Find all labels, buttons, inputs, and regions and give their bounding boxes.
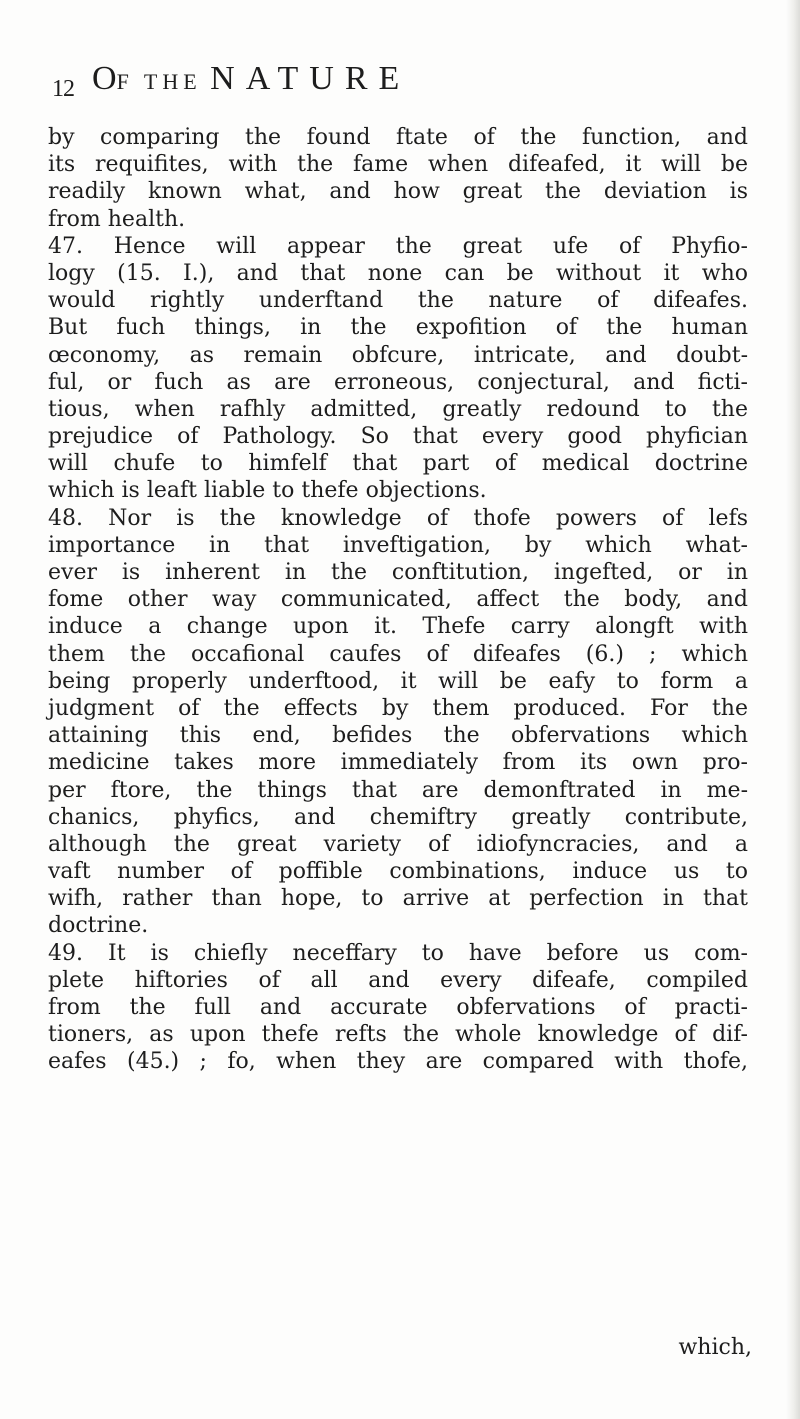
text-line: 48. Nor is the knowledge of thofe powers of lefs <box>48 505 748 531</box>
text-line: fome other way communicated, affect the body, and <box>48 587 748 613</box>
text-line: them the occafional caufes of difeafes (6.) ; which <box>48 641 748 667</box>
text-line: judgment of the effects by them produced. For the <box>48 695 748 721</box>
text-line: logy (15. I.), and that none can be without it who <box>48 260 748 286</box>
text-line: plete hiftories of all and every difeafe, compiled <box>48 967 748 993</box>
body-text <box>48 124 748 1076</box>
text-line: will chufe to himfelf that part of medical doctrine <box>48 451 748 477</box>
text-line: by comparing the found ftate of the function, and <box>48 125 748 150</box>
text-line: importance in that inveftigation, by which what- <box>48 532 748 558</box>
text-line: œconomy, as remain obfcure, intricate, and doubt- <box>48 342 748 368</box>
running-head-title: NATURE <box>210 60 411 97</box>
page-edge-shadow <box>786 0 800 1419</box>
text-line: from health. <box>48 206 186 232</box>
page-number: 12 <box>52 76 74 102</box>
text-line: 47. Hence will appear the great ufe of Phyfio- <box>48 233 748 259</box>
text-line: But fuch things, in the expofition of the human <box>48 315 748 341</box>
text-line: being properly underftood, it will be eafy to form a <box>48 668 748 694</box>
text-line: 49. It is chiefly neceffary to have before us com- <box>48 940 748 966</box>
text-line: per ftore, the things that are demonftrated in me- <box>48 777 748 803</box>
text-line: which is leaft liable to thefe objections. <box>48 478 487 504</box>
text-line: tious, when rafhly admitted, greatly redound to the <box>48 396 748 422</box>
text-line: although the great variety of idiofyncracies, and a <box>48 831 748 857</box>
text-line: ever is inherent in the conftitution, ingefted, or in <box>48 560 748 585</box>
text-line: ful, or fuch as are erroneous, conjectural, and ficti- <box>48 369 748 395</box>
text-line: chanics, phyfics, and chemiftry greatly contribute, <box>48 804 748 830</box>
text-line: doctrine. <box>48 913 149 939</box>
text-line: tioners, as upon thefe refts the whole knowledge of dif- <box>48 1022 748 1048</box>
text-line: attaining this end, befides the obfervations which <box>48 723 748 749</box>
running-head-small: F THE <box>116 69 202 94</box>
text-line: readily known what, and how great the deviation is <box>48 179 748 205</box>
text-line: induce a change upon it. Thefe carry alongft with <box>48 614 748 640</box>
text-line: eafes (45.) ; fo, when they are compared with thofe, <box>48 1049 748 1075</box>
text-line: from the full and accurate obfervations of practi- <box>48 995 748 1020</box>
page-header <box>52 60 752 106</box>
text-line: wifh, rather than hope, to arrive at perfection in that <box>48 886 748 912</box>
text-line: its requifites, with the fame when difeafed, it will be <box>48 152 748 178</box>
running-head-initial: O <box>92 60 117 97</box>
running-head <box>92 60 410 98</box>
text-line: vaft number of poffible combinations, induce us to <box>48 859 748 885</box>
text-line: would rightly underftand the nature of difeafes. <box>48 288 748 314</box>
text-line: medicine takes more immediately from its own pro- <box>48 750 748 776</box>
catchword: which, <box>678 1335 752 1360</box>
text-line: prejudice of Pathology. So that every good phyfician <box>48 424 748 450</box>
